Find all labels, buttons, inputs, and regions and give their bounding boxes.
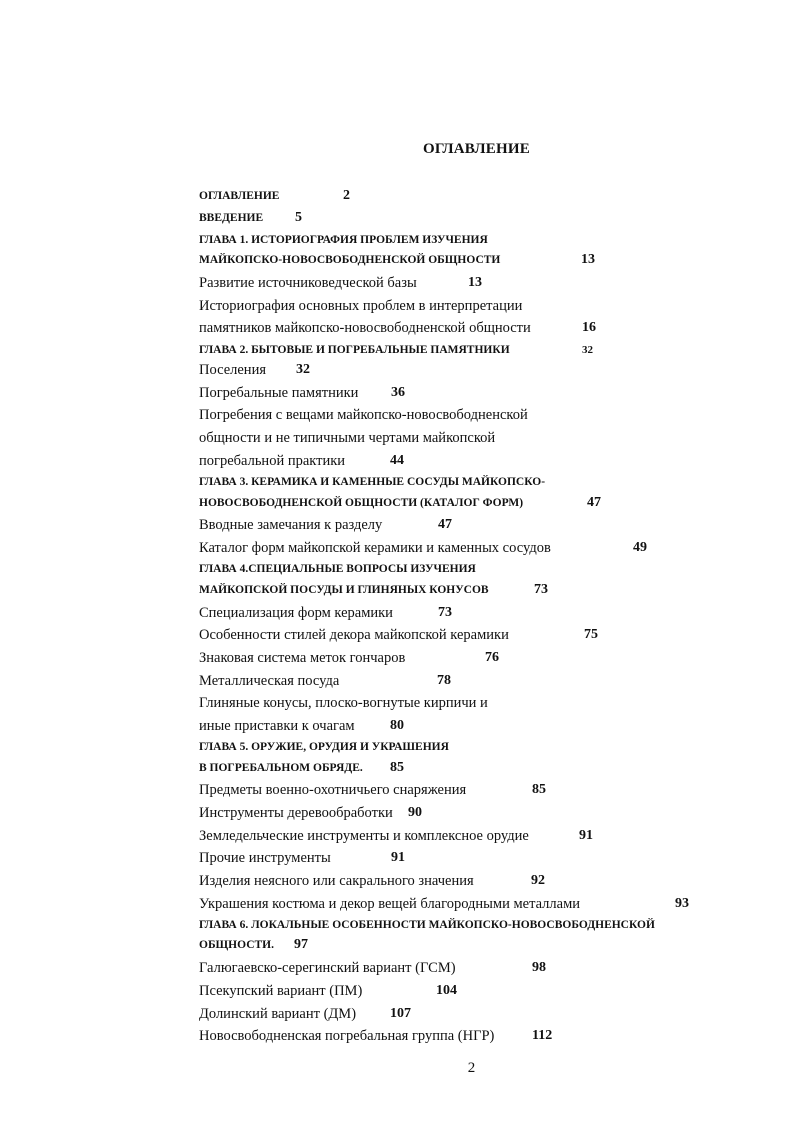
toc-entry: Знаковая система меток гончаров 76	[199, 650, 499, 666]
toc-entry: ГЛАВА 3. КЕРАМИКА И КАМЕННЫЕ СОСУДЫ МАЙКОПСКО-	[199, 476, 546, 488]
toc-entry: ОБЩНОСТИ. 97	[199, 937, 308, 952]
toc-entry: Земледельческие инструменты и комплексное орудие 91	[199, 828, 593, 844]
toc-entry: ГЛАВА 5. ОРУЖИЕ, ОРУДИЯ И УКРАШЕНИЯ	[199, 741, 449, 753]
toc-entry: Украшения костюма и декор вещей благородными металлами 93	[199, 896, 689, 912]
toc-entry: Погребальные памятники 36	[199, 385, 405, 401]
toc-entry: Глиняные конусы, плоско-вогнутые кирпичи и	[199, 695, 488, 711]
toc-entry: общности и не типичными чертами майкопской	[199, 430, 496, 446]
toc-entry: Предметы военно-охотничьего снаряжения 85	[199, 782, 546, 798]
toc-entry: Изделия неясного или сакрального значения 92	[199, 873, 545, 889]
toc-entry: Галюгаевско-серегинский вариант (ГСМ) 98	[199, 960, 546, 976]
toc-entry: Историография основных проблем в интерпретации	[199, 298, 523, 314]
toc-entry: памятников майкопско-новосвободненской общности 16	[199, 320, 596, 336]
toc-entry: ВВЕДЕНИЕ 5	[199, 210, 302, 225]
toc-entry: Погребения с вещами майкопско-новосвободненской	[199, 407, 528, 423]
page-number: 2	[467, 1060, 476, 1076]
toc-entry: Новосвободненская погребальная группа (НГР) 112	[199, 1028, 553, 1044]
toc-entry: Каталог форм майкопской керамики и каменных сосудов 49	[199, 540, 647, 556]
toc-entry: Специализация форм керамики 73	[199, 605, 452, 621]
toc-entry: ГЛАВА 6. ЛОКАЛЬНЫЕ ОСОБЕННОСТИ МАЙКОПСКО-НОВОСВОБОДНЕНСКОЙ	[199, 919, 655, 931]
toc-entry: ОГЛАВЛЕНИЕ 2	[199, 188, 350, 203]
toc-entry: погребальной практики 44	[199, 453, 404, 469]
toc-entry: Особенности стилей декора майкопской керамики 75	[199, 627, 598, 643]
toc-entry: В ПОГРЕБАЛЬНОМ ОБРЯДЕ. 85	[199, 760, 404, 775]
toc-entry: ГЛАВА 2. БЫТОВЫЕ И ПОГРЕБАЛЬНЫЕ ПАМЯТНИКИ 32	[199, 344, 593, 356]
toc-entry: Долинский вариант (ДМ) 107	[199, 1006, 411, 1022]
toc-entry: МАЙКОПСКОЙ ПОСУДЫ И ГЛИНЯНЫХ КОНУСОВ 73	[199, 582, 548, 597]
toc-entry: Инструменты деревообработки 90	[199, 805, 422, 821]
toc-entry: Поселения 32	[199, 362, 310, 378]
page-title: ОГЛАВЛЕНИЕ	[423, 141, 530, 157]
toc-entry: НОВОСВОБОДНЕНСКОЙ ОБЩНОСТИ (КАТАЛОГ ФОРМ) 47	[199, 495, 601, 510]
toc-entry: Металлическая посуда 78	[199, 673, 451, 689]
toc-entry: ГЛАВА 1. ИСТОРИОГРАФИЯ ПРОБЛЕМ ИЗУЧЕНИЯ	[199, 234, 488, 246]
toc-entry: ГЛАВА 4.СПЕЦИАЛЬНЫЕ ВОПРОСЫ ИЗУЧЕНИЯ	[199, 563, 476, 575]
toc-entry: МАЙКОПСКО-НОВОСВОБОДНЕНСКОЙ ОБЩНОСТИ 13	[199, 252, 595, 267]
toc-entry: иные приставки к очагам 80	[199, 718, 404, 734]
toc-entry: Развитие источниковедческой базы 13	[199, 275, 482, 291]
toc-entry: Псекупский вариант (ПМ) 104	[199, 983, 457, 999]
toc-entry: Прочие инструменты 91	[199, 850, 405, 866]
toc-entry: Вводные замечания к разделу 47	[199, 517, 452, 533]
